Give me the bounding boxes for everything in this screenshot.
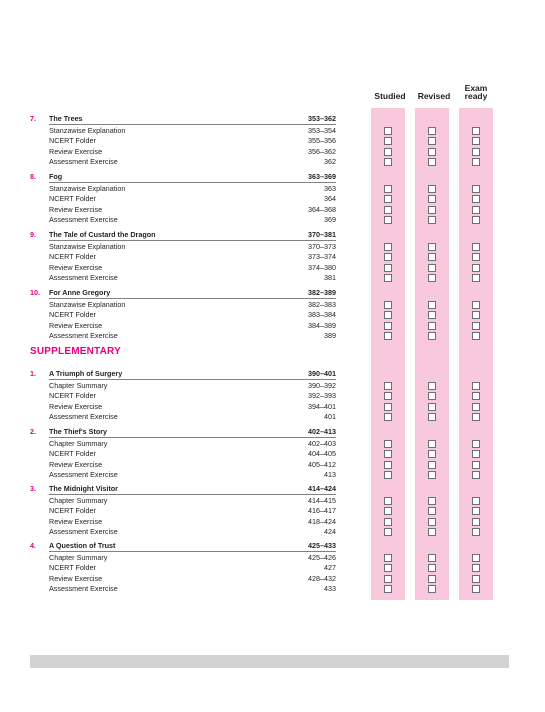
- studied-checkbox[interactable]: [384, 450, 392, 458]
- studied-checkbox[interactable]: [384, 148, 392, 156]
- item-pages: 356–362: [308, 146, 336, 156]
- item-pages: 362: [324, 156, 336, 166]
- exam-ready-checkbox[interactable]: [472, 507, 480, 515]
- studied-checkbox[interactable]: [384, 301, 392, 309]
- item-pages: 418–424: [308, 516, 336, 526]
- item-label: Stanzawise Explanation: [49, 126, 126, 135]
- item-label: Assessment Exercise: [49, 214, 118, 224]
- item-label: Review Exercise: [49, 204, 103, 214]
- studied-checkbox[interactable]: [384, 332, 392, 340]
- contents-item: [30, 449, 336, 459]
- chapter-rule: [49, 124, 336, 125]
- revised-checkbox[interactable]: [428, 264, 436, 272]
- exam-ready-checkbox[interactable]: [472, 575, 480, 583]
- chapter-pages: 363–369: [308, 172, 336, 181]
- revised-checkbox[interactable]: [428, 195, 436, 203]
- studied-checkbox[interactable]: [384, 528, 392, 536]
- item-label: NCERT Folder: [49, 136, 96, 146]
- chapter-title: The Tale of Custard the Dragon: [49, 230, 156, 239]
- item-pages: 374–380: [308, 262, 336, 272]
- revised-checkbox[interactable]: [428, 206, 436, 214]
- contents-item: [30, 263, 336, 273]
- exam-ready-checkbox[interactable]: [472, 127, 480, 135]
- item-label: Review Exercise: [49, 146, 103, 156]
- chapter-rule: [49, 551, 336, 552]
- chapter-row: [30, 427, 336, 437]
- item-label: Assessment Exercise: [49, 330, 118, 340]
- contents-item: [30, 517, 336, 527]
- studied-checkbox[interactable]: [384, 264, 392, 272]
- chapter-pages: 414–424: [308, 484, 336, 493]
- exam-ready-checkbox[interactable]: [472, 322, 480, 330]
- item-pages: 370–373: [308, 242, 336, 251]
- column-header-revised: Revised: [417, 91, 451, 101]
- contents-item: [30, 553, 336, 563]
- contents-item: [30, 205, 336, 215]
- contents-item: [30, 412, 336, 422]
- studied-checkbox[interactable]: [384, 274, 392, 282]
- column-header-exam-ready-line1: Exam: [464, 83, 488, 93]
- exam-ready-checkbox[interactable]: [472, 392, 480, 400]
- item-pages: 424: [324, 526, 336, 536]
- item-label: Review Exercise: [49, 516, 103, 526]
- item-label: Chapter Summary: [49, 381, 108, 390]
- item-label: Assessment Exercise: [49, 526, 118, 536]
- studied-checkbox[interactable]: [384, 471, 392, 479]
- exam-ready-checkbox[interactable]: [472, 158, 480, 166]
- studied-checkbox[interactable]: [384, 185, 392, 193]
- item-pages: 416–417: [308, 506, 336, 516]
- item-label: Chapter Summary: [49, 496, 108, 505]
- chapter-row: [30, 369, 336, 379]
- revised-checkbox[interactable]: [428, 243, 436, 251]
- chapter-pages: 353–362: [308, 114, 336, 123]
- exam-ready-checkbox[interactable]: [472, 243, 480, 251]
- studied-checkbox[interactable]: [384, 127, 392, 135]
- item-label: Assessment Exercise: [49, 469, 118, 479]
- revised-checkbox[interactable]: [428, 127, 436, 135]
- chapter-rule: [49, 298, 336, 299]
- contents-item: [30, 215, 336, 225]
- revised-checkbox[interactable]: [428, 564, 436, 572]
- chapter-title: A Triumph of Surgery: [49, 369, 123, 378]
- chapter-pages: 425–433: [308, 541, 336, 550]
- item-pages: 402–403: [308, 439, 336, 448]
- item-label: Assessment Exercise: [49, 156, 118, 166]
- contents-item: [30, 584, 336, 594]
- item-pages: 425–426: [308, 553, 336, 562]
- studied-checkbox[interactable]: [384, 243, 392, 251]
- revised-checkbox[interactable]: [428, 554, 436, 562]
- contents-item: [30, 496, 336, 506]
- exam-ready-checkbox[interactable]: [472, 461, 480, 469]
- exam-ready-checkbox[interactable]: [472, 450, 480, 458]
- exam-ready-checkbox[interactable]: [472, 585, 480, 593]
- contents-item: [30, 321, 336, 331]
- chapter-number: 9.: [30, 230, 36, 239]
- contents-item: [30, 136, 336, 146]
- item-pages: 373–374: [308, 252, 336, 262]
- revised-checkbox[interactable]: [428, 158, 436, 166]
- exam-ready-checkbox[interactable]: [472, 564, 480, 572]
- item-pages: 384–389: [308, 320, 336, 330]
- chapter-title: The Thief's Story: [49, 427, 108, 436]
- contents-item: [30, 506, 336, 516]
- item-label: NCERT Folder: [49, 563, 96, 573]
- studied-checkbox[interactable]: [384, 507, 392, 515]
- studied-checkbox[interactable]: [384, 575, 392, 583]
- exam-ready-checkbox[interactable]: [472, 253, 480, 261]
- studied-checkbox[interactable]: [384, 311, 392, 319]
- exam-ready-checkbox[interactable]: [472, 195, 480, 203]
- revised-checkbox[interactable]: [428, 497, 436, 505]
- studied-strip: [371, 108, 405, 600]
- item-label: Chapter Summary: [49, 553, 108, 562]
- studied-checkbox[interactable]: [384, 253, 392, 261]
- revised-checkbox[interactable]: [428, 216, 436, 224]
- exam-ready-checkbox[interactable]: [472, 528, 480, 536]
- studied-checkbox[interactable]: [384, 195, 392, 203]
- studied-checkbox[interactable]: [384, 322, 392, 330]
- chapter-pages: 382–389: [308, 288, 336, 297]
- item-pages: 369: [324, 214, 336, 224]
- exam-ready-checkbox[interactable]: [472, 497, 480, 505]
- item-pages: 381: [324, 272, 336, 282]
- item-pages: 428–432: [308, 573, 336, 583]
- chapter-number: 7.: [30, 114, 36, 123]
- contents-item: [30, 331, 336, 341]
- item-label: Stanzawise Explanation: [49, 242, 126, 251]
- chapter-number: 2.: [30, 427, 36, 436]
- revised-checkbox[interactable]: [428, 301, 436, 309]
- item-pages: 433: [324, 583, 336, 593]
- item-label: NCERT Folder: [49, 310, 96, 320]
- studied-checkbox[interactable]: [384, 137, 392, 145]
- chapter-rule: [49, 240, 336, 241]
- chapter-title: Fog: [49, 172, 63, 181]
- item-label: Assessment Exercise: [49, 411, 118, 421]
- item-pages: 392–393: [308, 391, 336, 401]
- revised-checkbox[interactable]: [428, 274, 436, 282]
- contents-item: [30, 147, 336, 157]
- item-label: Review Exercise: [49, 573, 103, 583]
- revised-checkbox[interactable]: [428, 518, 436, 526]
- item-pages: 427: [324, 563, 336, 573]
- revised-checkbox[interactable]: [428, 332, 436, 340]
- exam-ready-checkbox[interactable]: [472, 554, 480, 562]
- item-pages: 355–356: [308, 136, 336, 146]
- chapter-row: [30, 230, 336, 240]
- revised-checkbox[interactable]: [428, 450, 436, 458]
- chapter-row: [30, 172, 336, 182]
- chapter-rule: [49, 379, 336, 380]
- revised-checkbox[interactable]: [428, 185, 436, 193]
- studied-checkbox[interactable]: [384, 392, 392, 400]
- studied-checkbox[interactable]: [384, 158, 392, 166]
- studied-checkbox[interactable]: [384, 403, 392, 411]
- contents-item: [30, 391, 336, 401]
- chapter-pages: 390–401: [308, 369, 336, 378]
- exam-ready-checkbox[interactable]: [472, 216, 480, 224]
- studied-checkbox[interactable]: [384, 518, 392, 526]
- chapter-number: 1.: [30, 369, 36, 378]
- exam-ready-checkbox[interactable]: [472, 382, 480, 390]
- revised-checkbox[interactable]: [428, 311, 436, 319]
- contents-item: [30, 402, 336, 412]
- item-label: NCERT Folder: [49, 194, 96, 204]
- studied-checkbox[interactable]: [384, 564, 392, 572]
- contents-item: [30, 194, 336, 204]
- item-label: NCERT Folder: [49, 449, 96, 459]
- chapter-pages: 370–381: [308, 230, 336, 239]
- item-label: Stanzawise Explanation: [49, 300, 126, 309]
- item-label: Review Exercise: [49, 401, 103, 411]
- contents-item: [30, 563, 336, 573]
- studied-checkbox[interactable]: [384, 206, 392, 214]
- exam-ready-checkbox[interactable]: [472, 137, 480, 145]
- chapter-title: A Question of Trust: [49, 541, 116, 550]
- studied-checkbox[interactable]: [384, 497, 392, 505]
- studied-checkbox[interactable]: [384, 440, 392, 448]
- item-label: Review Exercise: [49, 459, 103, 469]
- studied-checkbox[interactable]: [384, 413, 392, 421]
- revised-checkbox[interactable]: [428, 413, 436, 421]
- chapter-number: 4.: [30, 541, 36, 550]
- studied-checkbox[interactable]: [384, 461, 392, 469]
- item-pages: 364: [324, 194, 336, 204]
- contents-item: [30, 310, 336, 320]
- exam-ready-checkbox[interactable]: [472, 301, 480, 309]
- item-pages: 405–412: [308, 459, 336, 469]
- contents-item: [30, 439, 336, 449]
- revised-checkbox[interactable]: [428, 392, 436, 400]
- chapter-number: 3.: [30, 484, 36, 493]
- studied-checkbox[interactable]: [384, 216, 392, 224]
- contents-item: [30, 460, 336, 470]
- section-heading: SUPPLEMENTARY: [30, 346, 121, 357]
- chapter-row: [30, 484, 336, 494]
- item-label: Stanzawise Explanation: [49, 184, 126, 193]
- item-pages: 389: [324, 330, 336, 340]
- exam-ready-checkbox[interactable]: [472, 518, 480, 526]
- revised-checkbox[interactable]: [428, 137, 436, 145]
- item-pages: 383–384: [308, 310, 336, 320]
- studied-checkbox[interactable]: [384, 585, 392, 593]
- revised-checkbox[interactable]: [428, 148, 436, 156]
- exam-ready-checkbox[interactable]: [472, 264, 480, 272]
- revised-checkbox[interactable]: [428, 322, 436, 330]
- contents-item: [30, 527, 336, 537]
- item-pages: 382–383: [308, 300, 336, 309]
- revised-checkbox[interactable]: [428, 575, 436, 583]
- item-label: NCERT Folder: [49, 391, 96, 401]
- revised-checkbox[interactable]: [428, 471, 436, 479]
- item-label: Review Exercise: [49, 262, 103, 272]
- exam-ready-checkbox[interactable]: [472, 274, 480, 282]
- revised-checkbox[interactable]: [428, 253, 436, 261]
- item-label: Chapter Summary: [49, 439, 108, 448]
- item-label: Assessment Exercise: [49, 272, 118, 282]
- item-pages: 414–415: [308, 496, 336, 505]
- chapter-row: [30, 114, 336, 124]
- contents-item: [30, 470, 336, 480]
- contents-item: [30, 184, 336, 194]
- column-header-exam-ready-line2: ready: [464, 91, 488, 101]
- chapter-title: The Trees: [49, 114, 83, 123]
- studied-checkbox[interactable]: [384, 382, 392, 390]
- item-pages: 353–354: [308, 126, 336, 135]
- item-label: Assessment Exercise: [49, 583, 118, 593]
- exam-ready-checkbox[interactable]: [472, 332, 480, 340]
- contents-item: [30, 574, 336, 584]
- item-pages: 404–405: [308, 449, 336, 459]
- chapter-rule: [49, 494, 336, 495]
- chapter-rule: [49, 182, 336, 183]
- chapter-pages: 402–413: [308, 427, 336, 436]
- contents-item: [30, 252, 336, 262]
- contents-item: [30, 300, 336, 310]
- item-pages: 364–368: [308, 204, 336, 214]
- chapter-title: For Anne Gregory: [49, 288, 111, 297]
- footer-bar: [30, 655, 509, 668]
- exam-ready-checkbox[interactable]: [472, 206, 480, 214]
- item-label: NCERT Folder: [49, 252, 96, 262]
- revised-strip: [415, 108, 449, 600]
- exam-ready-strip: [459, 108, 493, 600]
- item-label: NCERT Folder: [49, 506, 96, 516]
- exam-ready-checkbox[interactable]: [472, 471, 480, 479]
- exam-ready-checkbox[interactable]: [472, 440, 480, 448]
- exam-ready-checkbox[interactable]: [472, 403, 480, 411]
- chapter-number: 10.: [30, 288, 40, 297]
- contents-item: [30, 273, 336, 283]
- revised-checkbox[interactable]: [428, 528, 436, 536]
- item-pages: 363: [324, 184, 336, 193]
- item-label: Review Exercise: [49, 320, 103, 330]
- chapter-number: 8.: [30, 172, 36, 181]
- chapter-rule: [49, 437, 336, 438]
- contents-item: [30, 242, 336, 252]
- exam-ready-checkbox[interactable]: [472, 311, 480, 319]
- revised-checkbox[interactable]: [428, 382, 436, 390]
- exam-ready-checkbox[interactable]: [472, 148, 480, 156]
- item-pages: 413: [324, 469, 336, 479]
- chapter-title: The Midnight Visitor: [49, 484, 118, 493]
- revised-checkbox[interactable]: [428, 403, 436, 411]
- chapter-row: [30, 288, 336, 298]
- revised-checkbox[interactable]: [428, 585, 436, 593]
- item-pages: 401: [324, 411, 336, 421]
- contents-item: [30, 126, 336, 136]
- revised-checkbox[interactable]: [428, 507, 436, 515]
- item-pages: 390–392: [308, 381, 336, 390]
- exam-ready-checkbox[interactable]: [472, 185, 480, 193]
- revised-checkbox[interactable]: [428, 461, 436, 469]
- studied-checkbox[interactable]: [384, 554, 392, 562]
- contents-item: [30, 381, 336, 391]
- column-header-studied: Studied: [374, 91, 406, 101]
- contents-item: [30, 157, 336, 167]
- revised-checkbox[interactable]: [428, 440, 436, 448]
- column-header-exam-ready: [456, 84, 496, 100]
- item-pages: 394–401: [308, 401, 336, 411]
- chapter-row: [30, 541, 336, 551]
- exam-ready-checkbox[interactable]: [472, 413, 480, 421]
